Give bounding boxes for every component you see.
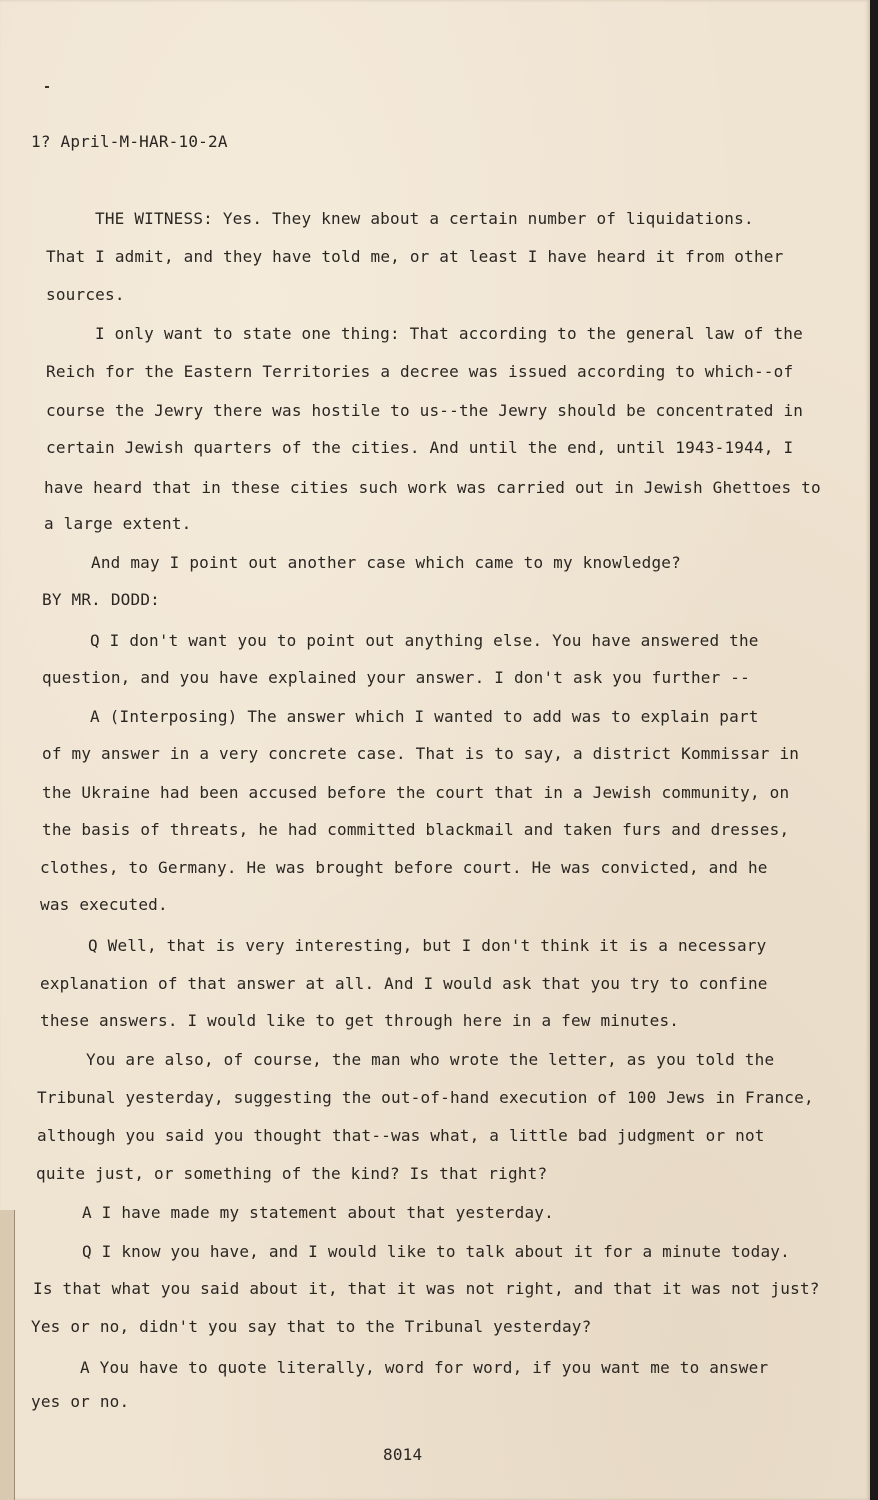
text-line: the Ukraine had been accused before the court that in a Jewish community, on bbox=[42, 783, 790, 802]
text-line: of my answer in a very concrete case. That is to say, a district Kommissar in bbox=[42, 744, 800, 763]
text-line: Q I don't want you to point out anything else. You have answered the bbox=[90, 631, 759, 650]
speaker-heading: BY MR. DODD: bbox=[42, 590, 160, 609]
text-line: That I admit, and they have told me, or at least I have heard it from other bbox=[46, 247, 784, 266]
text-line: although you said you thought that--was what, a little bad judgment or not bbox=[37, 1126, 765, 1145]
text-line: Reich for the Eastern Territories a decree was issued according to which--of bbox=[46, 362, 794, 381]
text-line: a large extent. bbox=[44, 514, 192, 533]
text-line: A (Interposing) The answer which I wanted to add was to explain part bbox=[90, 707, 759, 726]
text-line: was executed. bbox=[40, 895, 168, 914]
text-line: clothes, to Germany. He was brought before court. He was convicted, and he bbox=[40, 858, 768, 877]
text-line: Q I know you have, and I would like to talk about it for a minute today. bbox=[82, 1242, 790, 1261]
text-line: certain Jewish quarters of the cities. And until the end, until 1943-1944, I bbox=[46, 438, 794, 457]
text-line: Q Well, that is very interesting, but I don't think it is a necessary bbox=[88, 936, 767, 955]
stray-mark bbox=[45, 86, 49, 88]
text-line: I only want to state one thing: That according to the general law of the bbox=[95, 324, 803, 343]
document-header: 1? April-M-HAR-10-2A bbox=[31, 132, 228, 151]
text-line: sources. bbox=[46, 285, 125, 304]
text-line: course the Jewry there was hostile to us--the Jewry should be concentrated in bbox=[46, 401, 804, 420]
text-line: the basis of threats, he had committed blackmail and taken furs and dresses, bbox=[42, 820, 790, 839]
text-line: THE WITNESS: Yes. They knew about a certain number of liquidations. bbox=[95, 209, 754, 228]
binding-edge bbox=[0, 1210, 15, 1500]
text-line: yes or no. bbox=[31, 1392, 130, 1411]
text-line: quite just, or something of the kind? Is that right? bbox=[36, 1164, 548, 1183]
text-line: A I have made my statement about that yesterday. bbox=[82, 1203, 554, 1222]
text-line: A You have to quote literally, word for word, if you want me to answer bbox=[80, 1358, 769, 1377]
page-number: 8014 bbox=[383, 1445, 423, 1464]
text-line: explanation of that answer at all. And I would ask that you try to confine bbox=[40, 974, 768, 993]
text-line: Tribunal yesterday, suggesting the out-of-hand execution of 100 Jews in France, bbox=[37, 1088, 814, 1107]
text-line: And may I point out another case which came to my knowledge? bbox=[91, 553, 681, 572]
text-line: Yes or no, didn't you say that to the Tribunal yesterday? bbox=[31, 1317, 592, 1336]
text-line: Is that what you said about it, that it was not right, and that it was not just? bbox=[33, 1279, 820, 1298]
text-line: You are also, of course, the man who wrote the letter, as you told the bbox=[86, 1050, 775, 1069]
scan-border bbox=[870, 0, 878, 1500]
text-line: question, and you have explained your answer. I don't ask you further -- bbox=[42, 668, 750, 687]
text-line: have heard that in these cities such work was carried out in Jewish Ghettoes to bbox=[44, 478, 821, 497]
text-line: these answers. I would like to get through here in a few minutes. bbox=[40, 1011, 680, 1030]
